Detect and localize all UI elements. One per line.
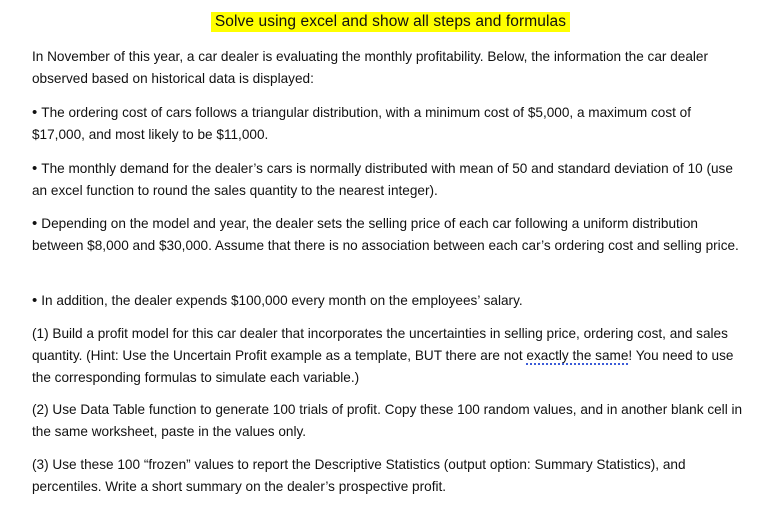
bullet-text: The ordering cost of cars follows a triangular distribution, with a minimum cost of $5,000, a maximum cost of $17,000, and most likely to be $11,000.	[32, 105, 692, 142]
intro-paragraph: In November of this year, a car dealer is evaluating the monthly profitability. Below, the information the car dealer observed based on historical data is displayed:	[32, 49, 709, 86]
title-container	[0, 12, 781, 32]
bullet-ordering-cost	[32, 102, 744, 146]
highlighted-title: Solve using excel and show all steps and formulas	[211, 12, 570, 32]
bullet-monthly-demand	[32, 158, 744, 202]
question-3: (3) Use these 100 “frozen” values to report the Descriptive Statistics (output option: Summary Statistics), and percentiles. Write a short summary on the dealer’s prospective profit.	[32, 457, 686, 494]
grammar-flagged-text[interactable]: exactly the same	[526, 348, 629, 363]
bullet-selling-price	[32, 213, 744, 257]
bullet-salary	[32, 290, 744, 312]
question-1	[32, 323, 744, 389]
bullet-text: The monthly demand for the dealer’s cars is normally distributed with mean of 50 and standard deviation of 10 (use an excel function to round the sales quantity to the nearest integer).	[32, 161, 733, 198]
bullet-text: Depending on the model and year, the dealer sets the selling price of each car following a uniform distribution between $8,000 and $30,000. Assume that there is no association between each car’s ordering cost and selling price.	[32, 216, 739, 253]
bullet-text: In addition, the dealer expends $100,000 every month on the employees’ salary.	[41, 293, 523, 308]
question-2: (2) Use Data Table function to generate 100 trials of profit. Copy these 100 random values, and in another blank cell in the same worksheet, paste in the values only.	[32, 402, 743, 439]
question-1-text-a: (1) Build a profit model for this car dealer that incorporates the uncertainties in selling price, ordering cost, and sales quantity. (Hint: Use the Uncertain Profit example as a template, BUT there are not	[32, 326, 728, 363]
question-1-text-b: ! You need to use the corresponding formulas to simulate each variable.)	[32, 348, 734, 385]
